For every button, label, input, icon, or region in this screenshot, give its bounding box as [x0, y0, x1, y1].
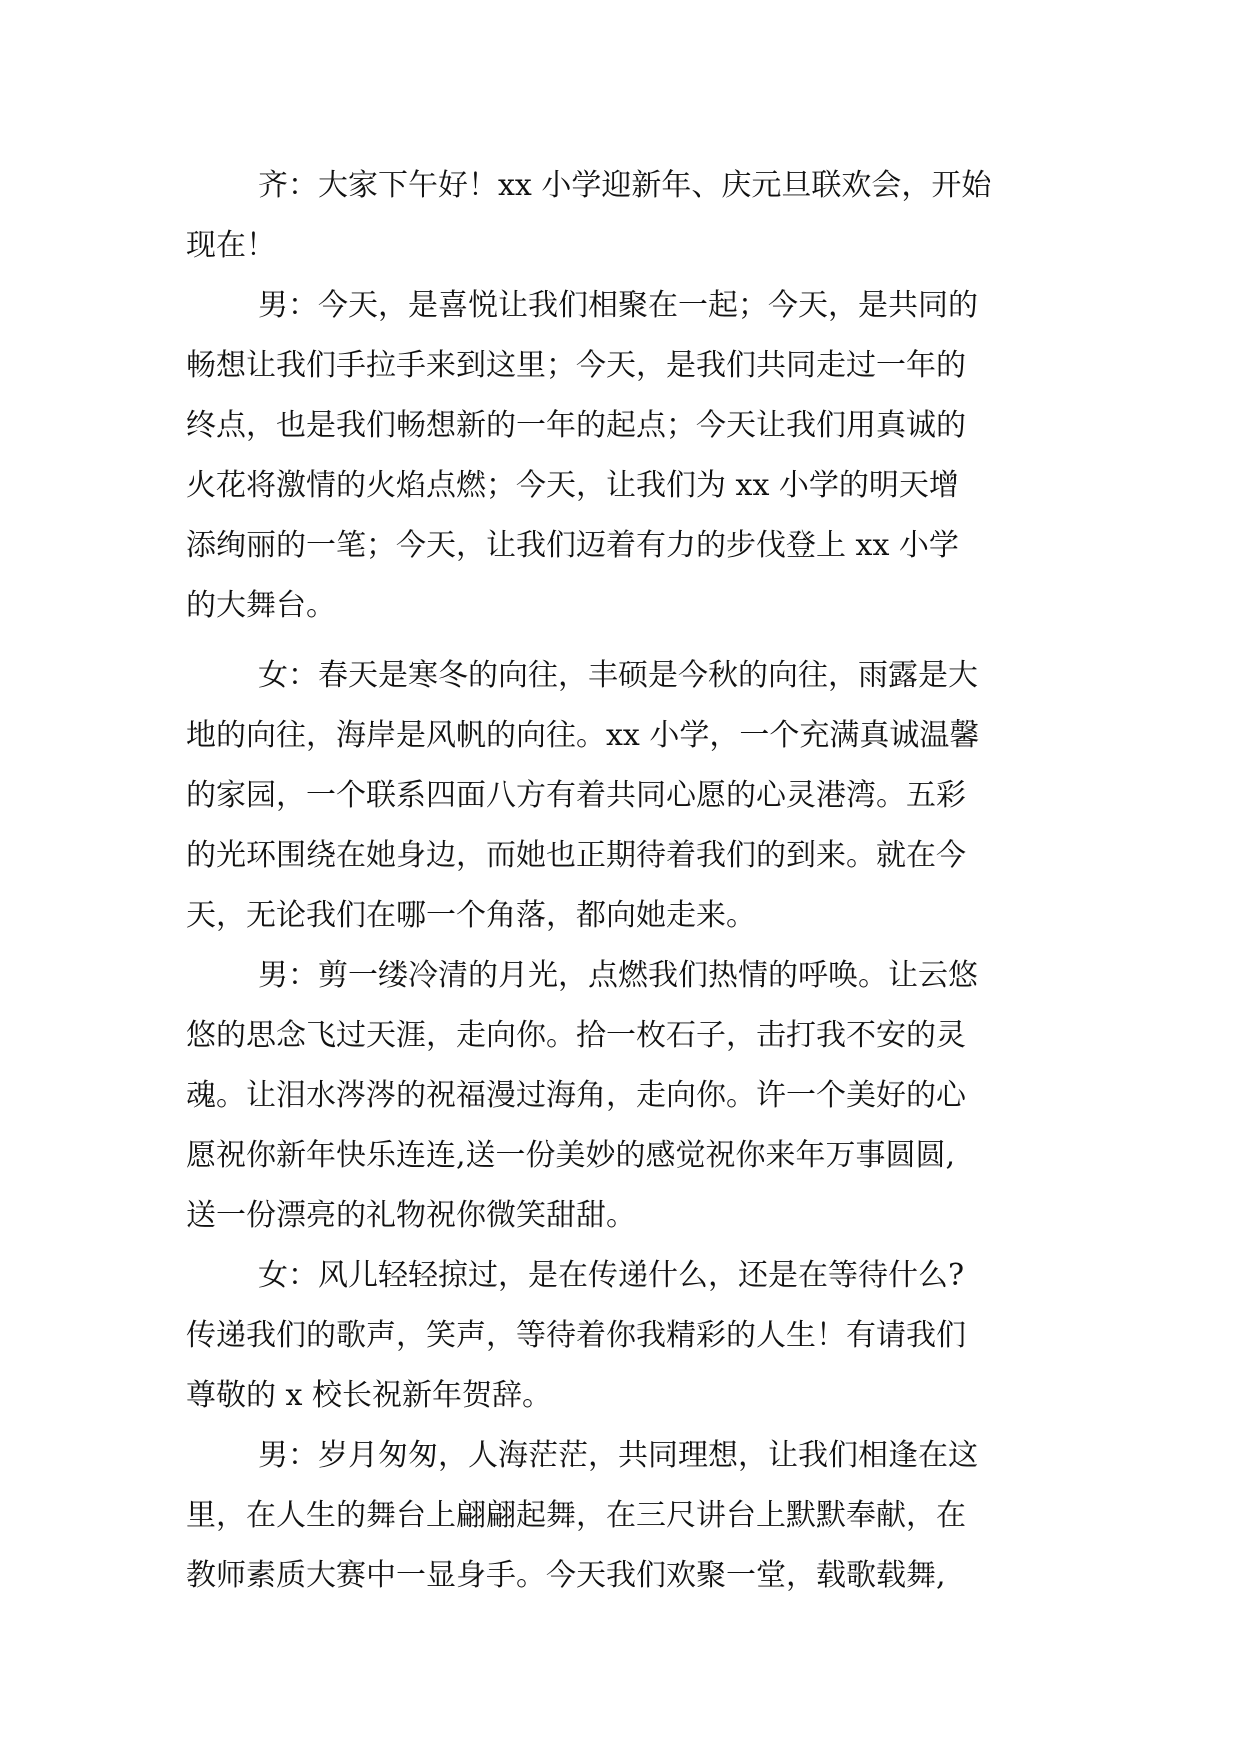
text-line: 里，在人生的舞台上翩翩起舞，在三尺讲台上默默奉献，在	[186, 1498, 966, 1533]
text-line: 添绚丽的一笔；今天，让我们迈着有力的步伐登上 xx 小学	[186, 528, 959, 563]
text-line: 悠的思念飞过天涯，走向你。拾一枚石子，击打我不安的灵	[186, 1018, 966, 1053]
text-line: 教师素质大赛中一显身手。今天我们欢聚一堂，载歌载舞,	[186, 1558, 946, 1593]
text-line: 男：岁月匆匆，人海茫茫，共同理想，让我们相逢在这	[258, 1438, 978, 1473]
text-line: 终点，也是我们畅想新的一年的起点；今天让我们用真诚的	[186, 408, 966, 443]
text-line: 的光环围绕在她身边，而她也正期待着我们的到来。就在今	[186, 838, 966, 873]
text-line: 女：春天是寒冬的向往，丰硕是今秋的向往，雨露是大	[258, 658, 978, 693]
text-line: 女：风儿轻轻掠过，是在传递什么，还是在等待什么?	[258, 1258, 965, 1293]
text-line: 尊敬的 x 校长祝新年贺辞。	[186, 1378, 552, 1413]
text-line: 男：剪一缕冷清的月光，点燃我们热情的呼唤。让云悠	[258, 958, 978, 993]
text-line: 火花将激情的火焰点燃；今天，让我们为 xx 小学的明天增	[186, 468, 959, 503]
text-line: 畅想让我们手拉手来到这里；今天，是我们共同走过一年的	[186, 348, 966, 383]
text-line: 魂。让泪水涔涔的祝福漫过海角，走向你。许一个美好的心	[186, 1078, 966, 1113]
text-line: 齐：大家下午好！xx 小学迎新年、庆元旦联欢会，开始	[258, 168, 992, 203]
text-line: 送一份漂亮的礼物祝你微笑甜甜。	[186, 1198, 636, 1233]
text-line: 愿祝你新年快乐连连,送一份美妙的感觉祝你来年万事圆圆,	[186, 1138, 956, 1173]
text-line: 男：今天，是喜悦让我们相聚在一起；今天，是共同的	[258, 288, 978, 323]
text-line: 天，无论我们在哪一个角落，都向她走来。	[186, 898, 756, 933]
text-line: 的家园，一个联系四面八方有着共同心愿的心灵港湾。五彩	[186, 778, 966, 813]
text-line: 现在！	[186, 228, 276, 263]
text-line: 传递我们的歌声，笑声，等待着你我精彩的人生！有请我们	[186, 1318, 966, 1353]
text-line: 地的向往，海岸是风帆的向往。xx 小学，一个充满真诚温馨	[186, 718, 980, 753]
text-line: 的大舞台。	[186, 588, 336, 623]
